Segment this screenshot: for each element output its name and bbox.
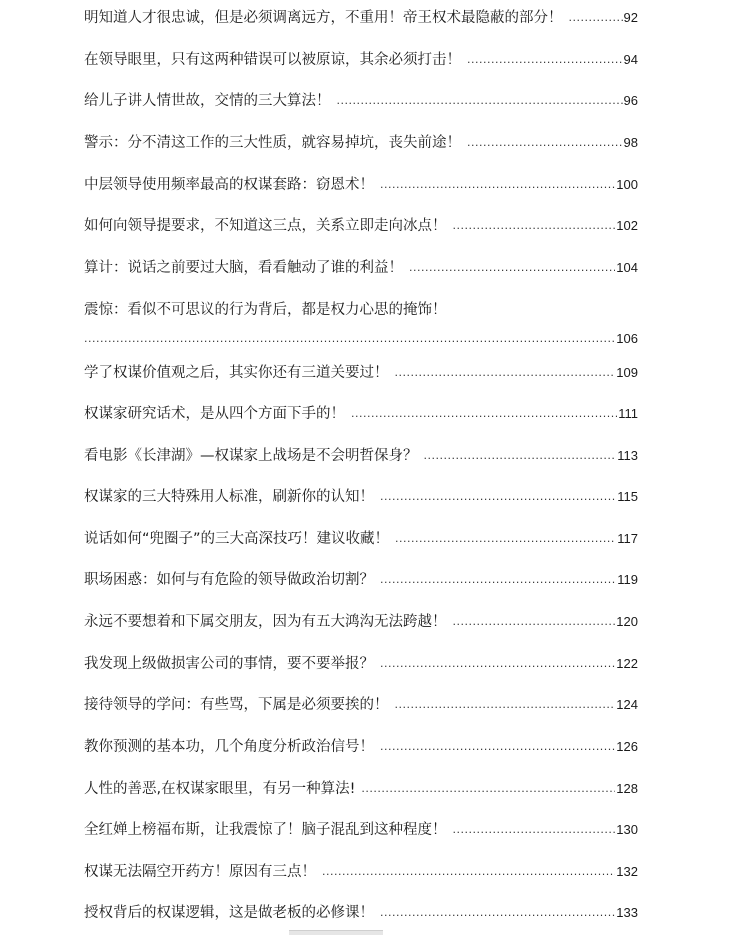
toc-entry [84, 8, 638, 28]
toc-entry-page: 94 [623, 52, 638, 67]
toc-entry-title: 接待领导的学问：有些骂，下属是必须要挨的！ [84, 697, 389, 713]
toc-entry [84, 695, 638, 715]
toc-leader-dots [361, 782, 615, 796]
toc-entry [84, 654, 638, 674]
toc-entry [84, 216, 638, 236]
toc-entry-page: 102 [616, 218, 638, 233]
toc-leader-dots [84, 332, 615, 346]
toc-entry [84, 737, 638, 757]
toc-leader-dots [380, 490, 616, 504]
toc-entry-title: 授权背后的权谋逻辑，这是做老板的必修课！ [84, 905, 374, 921]
toc-entry [84, 133, 638, 153]
toc-entry-page: 124 [616, 697, 638, 712]
toc-entry-page: 96 [623, 93, 638, 108]
toc-leader-dots [569, 11, 623, 25]
toc-leader-dots [467, 53, 623, 67]
toc-entry-title: 职场困惑：如何与有危险的领导做政治切割？ [84, 572, 374, 588]
toc-entry-title: 明知道人才很忠诚，但是必须调离远方，不重用！帝王权术最隐蔽的部分！ [84, 10, 563, 26]
toc-entry [84, 612, 638, 632]
toc-leader-dots [424, 449, 617, 463]
toc-entry-title: 全红婵上榜福布斯，让我震惊了！脑子混乱到这种程度！ [84, 822, 447, 838]
toc-entry-title: 如何向领导提要求，不知道这三点，关系立即走向冰点！ [84, 218, 447, 234]
toc-entry [84, 862, 638, 882]
toc-entry [84, 258, 638, 278]
toc-entry-title: 中层领导使用频率最高的权谋套路：窃恩术！ [84, 177, 374, 193]
toc-entry-title: 算计：说话之前要过大脑，看看触动了谁的利益！ [84, 260, 403, 276]
toc-entry-title: 教你预测的基本功，几个角度分析政治信号！ [84, 739, 374, 755]
toc-leader-dots [395, 532, 616, 546]
toc-leader-dots [380, 657, 615, 671]
toc-entry [84, 300, 638, 320]
page-scroll-indicator[interactable] [289, 930, 383, 935]
toc-entry-page: 130 [616, 822, 638, 837]
toc-entry [84, 363, 638, 383]
toc-leader-dots [453, 615, 616, 629]
toc-entry-title: 说话如何“兜圈子”的三大高深技巧！建议收藏！ [84, 531, 390, 547]
toc-entry [84, 175, 638, 195]
toc-entry-page: 133 [616, 905, 638, 920]
toc-entry [84, 50, 638, 70]
toc-entry-title: 学了权谋价值观之后，其实你还有三道关要过！ [84, 365, 389, 381]
toc-entry [84, 91, 638, 111]
toc-entry-page: 128 [616, 781, 638, 796]
toc-leader-dots [453, 219, 616, 233]
toc-entry [84, 487, 638, 507]
toc-entry [84, 404, 638, 424]
toc-entry-title: 震惊：看似不可思议的行为背后，都是权力心思的掩饰！ [84, 302, 447, 318]
toc-leader-dots [395, 698, 616, 712]
toc-entry-title: 权谋家的三大特殊用人标准，刷新你的认知！ [84, 489, 374, 505]
toc-entry-page: 113 [617, 448, 638, 463]
toc-leader-dots [409, 261, 615, 275]
toc-entry-title: 人性的善恶,在权谋家眼里，有另一种算法! [84, 781, 356, 797]
toc-entry-page: 132 [616, 864, 638, 879]
toc-entry [84, 903, 638, 923]
toc-entry-page: 100 [616, 177, 638, 192]
toc-entry-page: 126 [616, 739, 638, 754]
toc-entry-title: 权谋家研究话术，是从四个方面下手的！ [84, 406, 345, 422]
toc-entry [84, 820, 638, 840]
toc-entry [84, 529, 638, 549]
toc-entry-page: 98 [623, 135, 638, 150]
toc-leader-dots [453, 823, 616, 837]
toc-entry [84, 446, 638, 466]
toc-entry-title: 警示：分不清这工作的三大性质，就容易掉坑，丧失前途！ [84, 135, 461, 151]
toc-entry-title: 我发现上级做损害公司的事情，要不要举报？ [84, 656, 374, 672]
toc-entry-page: 115 [617, 489, 638, 504]
toc-entry-title: 在领导眼里，只有这两种错误可以被原谅，其余必须打击！ [84, 52, 461, 68]
toc-entry-title: 看电影《长津湖》—权谋家上战场是不会明哲保身？ [84, 448, 418, 464]
toc-entry-page: 122 [616, 656, 638, 671]
toc-entry-page: 92 [623, 10, 638, 25]
toc-entry-page: 109 [616, 365, 638, 380]
toc-leader-dots [351, 407, 617, 421]
toc-leader-dots [380, 906, 615, 920]
toc-leader-dots [380, 573, 616, 587]
toc-entry [84, 570, 638, 590]
toc-entry [84, 779, 638, 799]
toc-entry-page: 106 [616, 331, 638, 346]
toc-leader-dots [380, 178, 615, 192]
toc-entry-title: 给儿子讲人情世故，交情的三大算法！ [84, 93, 331, 109]
toc-entry-title: 永远不要想着和下属交朋友，因为有五大鸿沟无法跨越！ [84, 614, 447, 630]
toc-entry-page: 104 [616, 260, 638, 275]
toc-leader-dots [467, 136, 623, 150]
toc-entry-page: 119 [617, 572, 638, 587]
toc-entry-title: 权谋无法隔空开药方！原因有三点！ [84, 864, 316, 880]
toc-entry-page: 111 [618, 406, 638, 421]
toc-leader-dots [380, 740, 615, 754]
toc-entry-page: 120 [616, 614, 638, 629]
toc-leader-dots [395, 366, 616, 380]
toc-entry-continuation [84, 329, 638, 349]
toc-leader-dots [322, 865, 615, 879]
toc-leader-dots [337, 94, 623, 108]
toc-entry-page: 117 [617, 531, 638, 546]
